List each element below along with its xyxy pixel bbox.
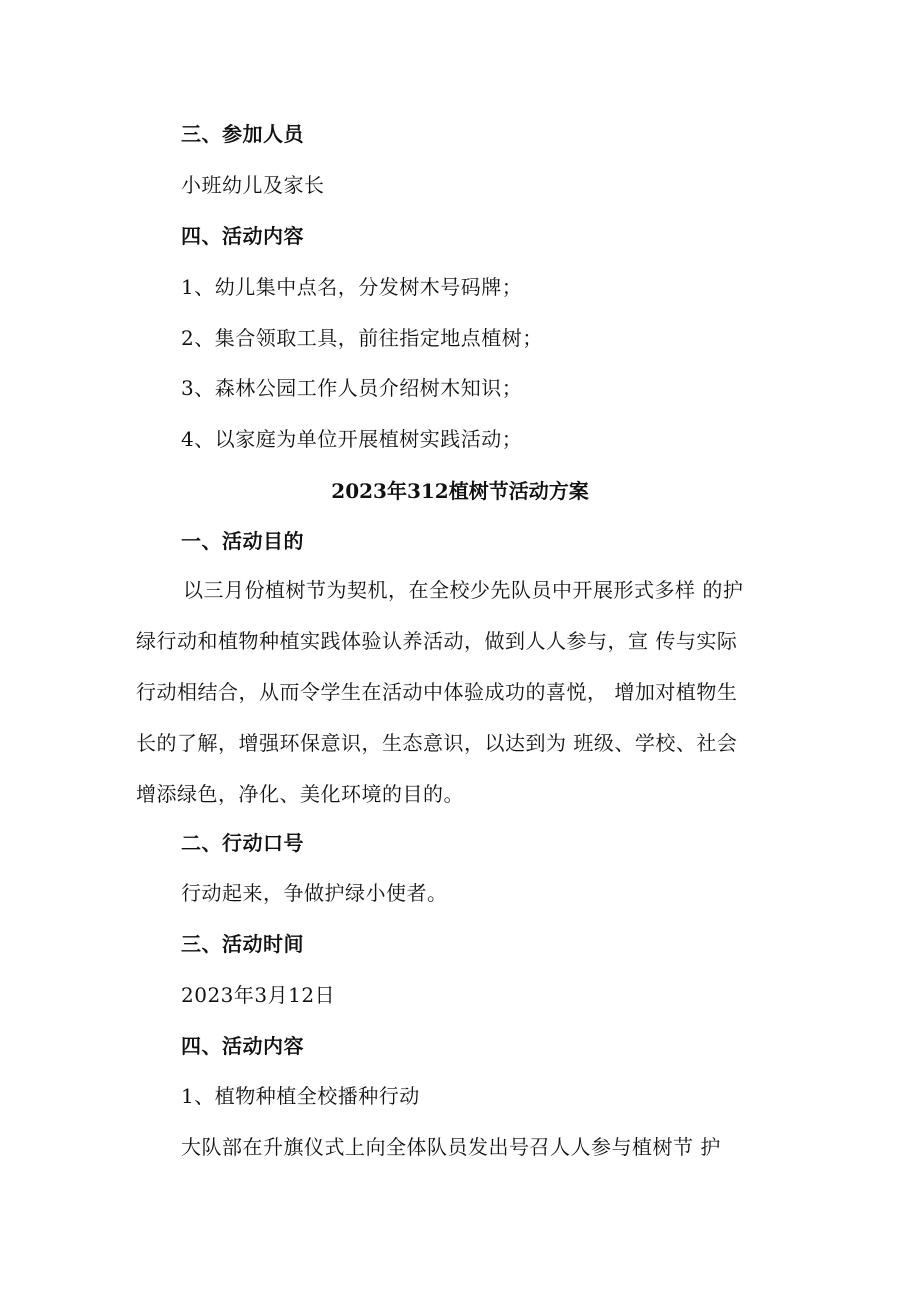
activity-date: 2023年3月12日	[181, 983, 336, 1007]
document-title: 2023年312植树节活动方案	[331, 479, 589, 503]
activity-item-1: 1、幼儿集中点名，分发树木号码牌；	[181, 275, 523, 299]
purpose-line-3: 行动相结合，从而令学生在活动中体验成功的喜悦， 增加对植物生	[136, 680, 738, 704]
section-heading-activity-content-2: 四、活动内容	[181, 1034, 304, 1058]
slogan-text: 行动起来，争做护绿小使者。	[181, 881, 448, 905]
purpose-line-4: 长的了解，增强环保意识，生态意识，以达到为 班级、学校、社会	[136, 731, 738, 755]
section-heading-activity-content: 四、活动内容	[181, 224, 304, 248]
activity-item-3: 3、森林公园工作人员介绍树木知识；	[181, 376, 523, 400]
purpose-line-5: 增添绿色，净化、美化环境的目的。	[136, 782, 464, 806]
purpose-line-2: 绿行动和植物种植实践体验认养活动，做到人人参与，宣 传与实际	[136, 629, 738, 653]
content-item-1: 1、植物种植全校播种行动	[181, 1084, 420, 1108]
purpose-paragraph	[136, 565, 781, 820]
purpose-line-1: 以三月份植树节为契机，在全校少先队员中开展形式多样 的护	[183, 578, 744, 602]
section-heading-time: 三、活动时间	[181, 932, 304, 956]
activity-item-4: 4、以家庭为单位开展植树实践活动；	[181, 427, 523, 451]
section-heading-participants: 三、参加人员	[181, 122, 304, 146]
participants-text: 小班幼儿及家长	[181, 173, 325, 197]
section-heading-purpose: 一、活动目的	[181, 529, 304, 553]
content-paragraph: 大队部在升旗仪式上向全体队员发出号召人人参与植树节 护	[181, 1135, 721, 1159]
section-heading-slogan: 二、行动口号	[181, 831, 304, 855]
activity-item-2: 2、集合领取工具，前往指定地点植树；	[181, 326, 543, 350]
